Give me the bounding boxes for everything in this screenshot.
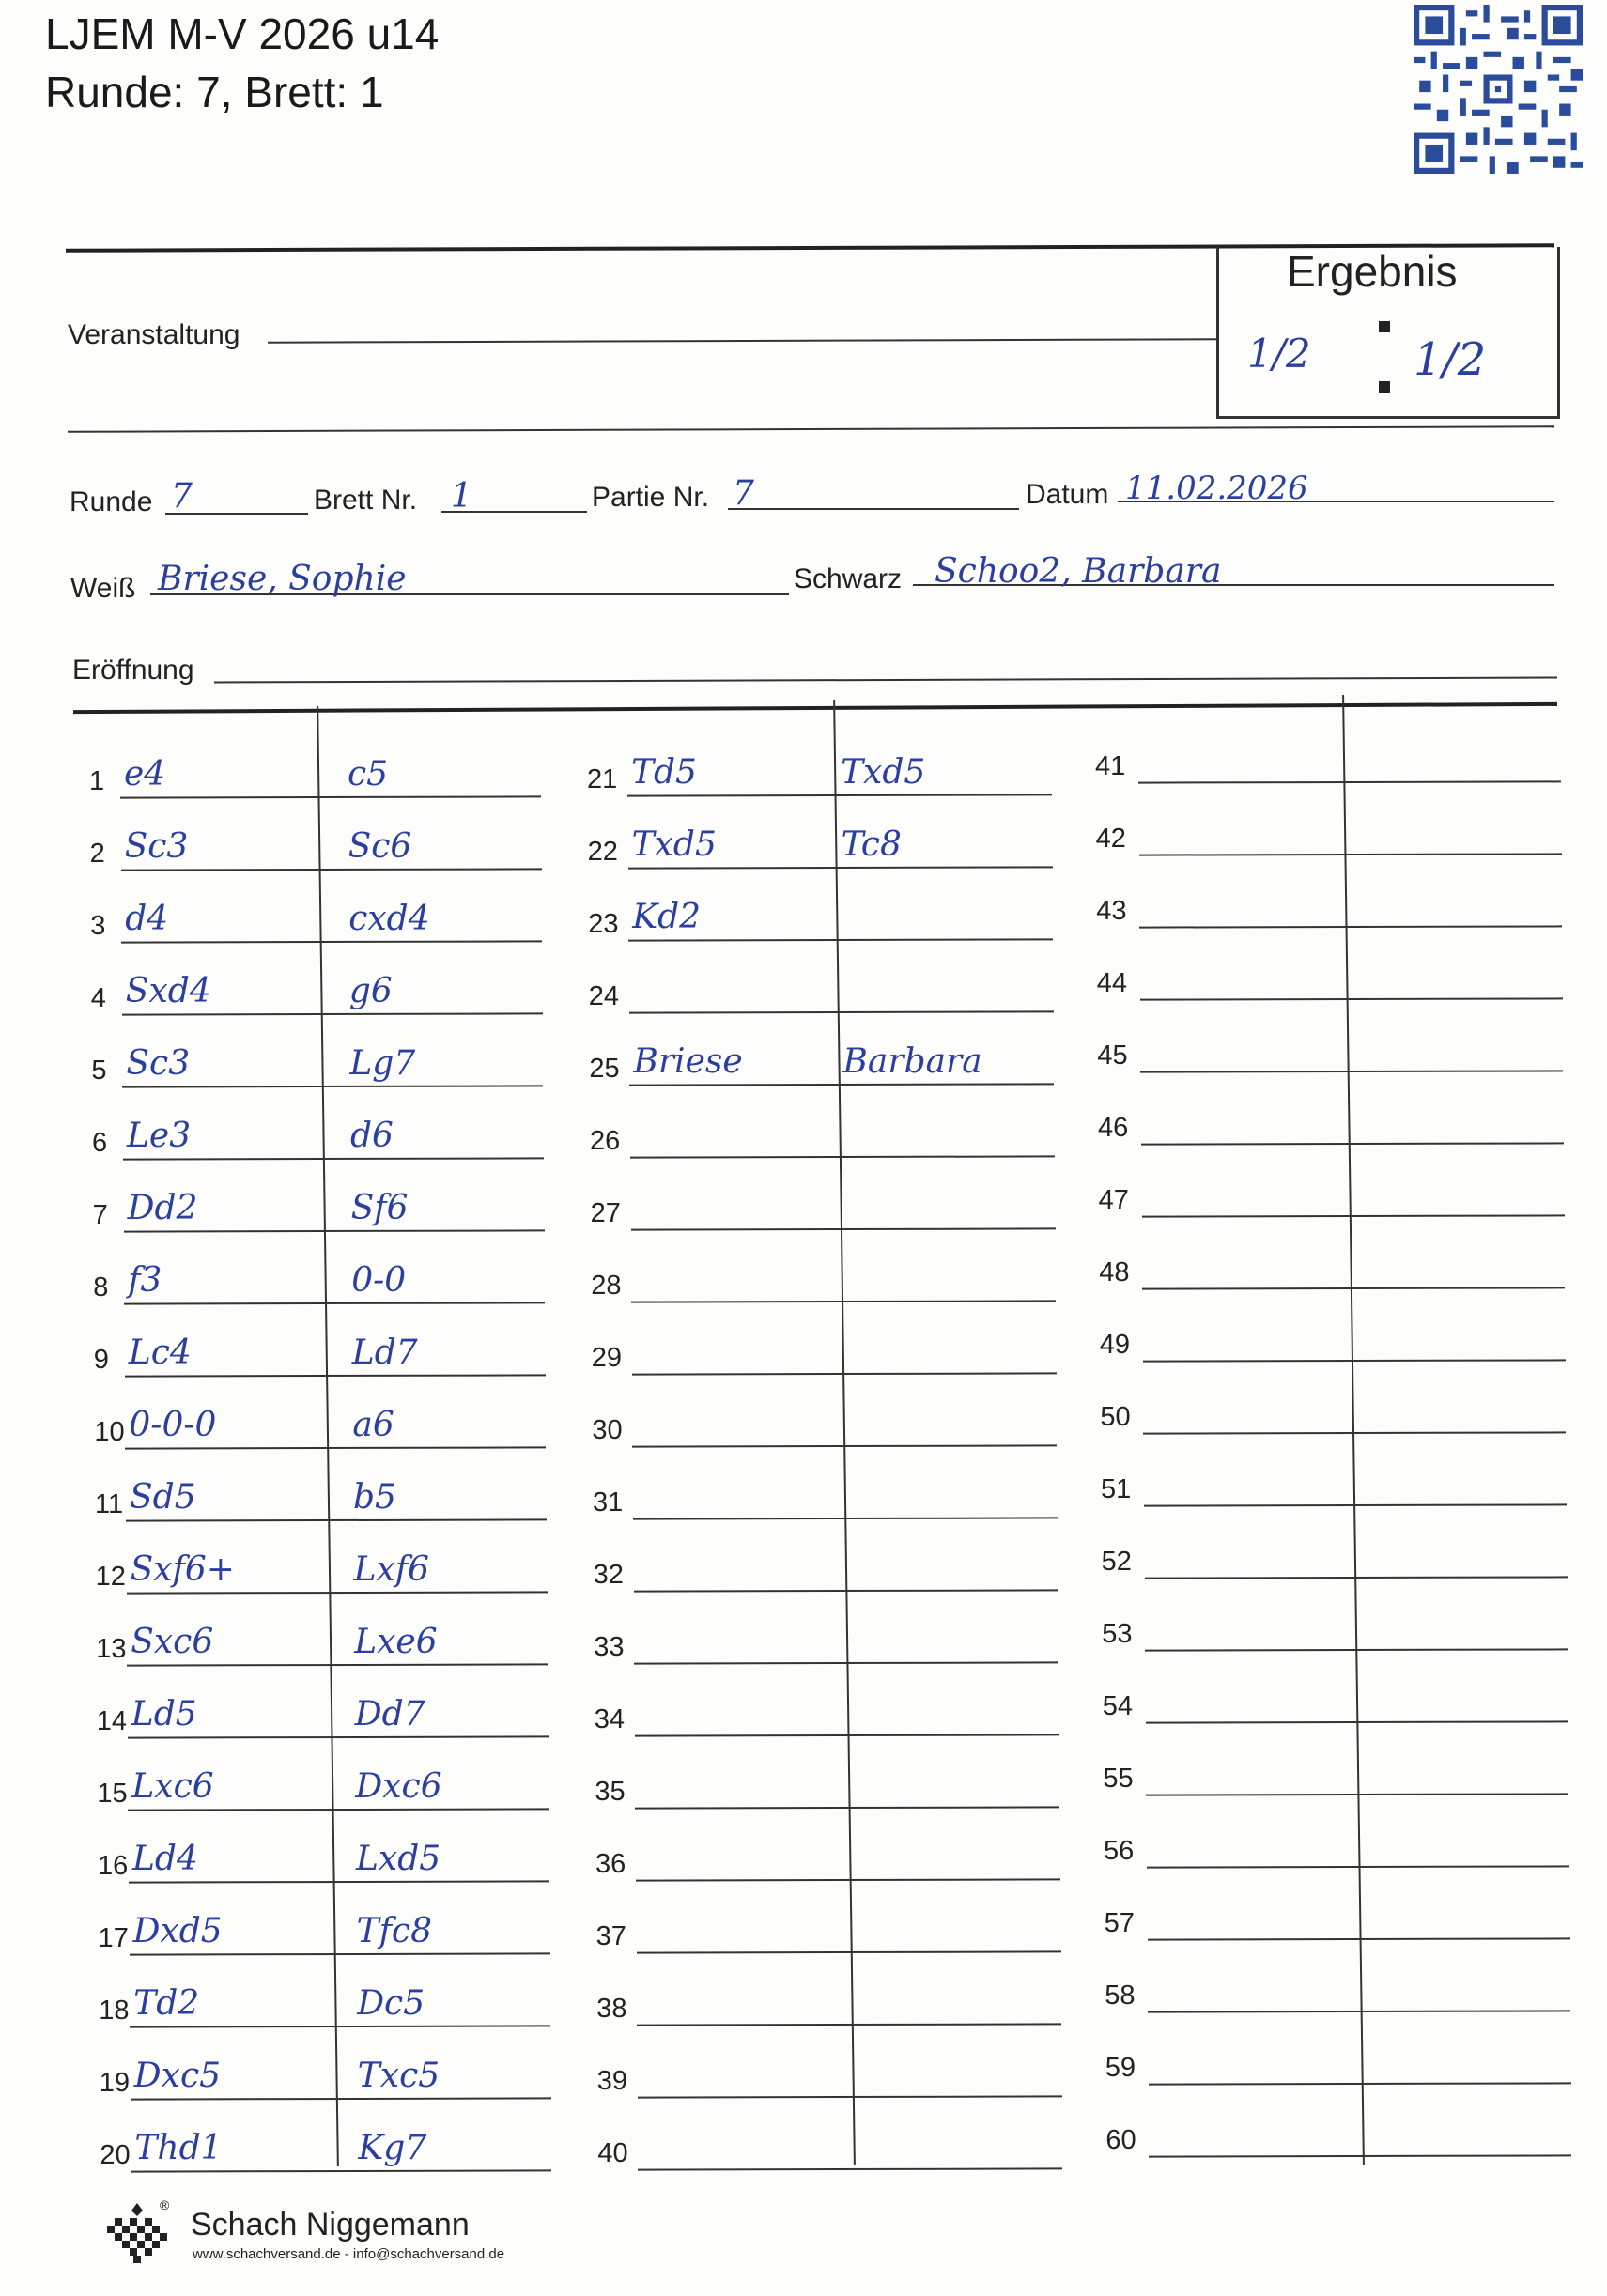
move-number: 29 — [591, 1343, 623, 1373]
black-move[interactable]: Lg7 — [349, 1044, 416, 1083]
move-row-line[interactable] — [628, 866, 1053, 869]
move-number: 10 — [94, 1417, 125, 1447]
white-move[interactable]: 0-0-0 — [129, 1406, 217, 1444]
move-row-line[interactable] — [637, 1950, 1061, 1953]
partie-value[interactable]: 7 — [733, 474, 754, 513]
move-number: 46 — [1098, 1113, 1129, 1143]
black-move[interactable]: cxd4 — [348, 900, 430, 938]
move-number: 11 — [95, 1489, 124, 1519]
black-move[interactable]: Lxe6 — [354, 1623, 438, 1661]
brett-value[interactable]: 1 — [451, 477, 472, 516]
white-move[interactable]: Kd2 — [632, 898, 702, 936]
move-number: 2 — [89, 839, 105, 869]
move-number: 56 — [1104, 1836, 1135, 1866]
runde-value[interactable]: 7 — [171, 477, 193, 516]
white-move[interactable]: d4 — [125, 900, 169, 938]
move-row-line[interactable] — [629, 1083, 1054, 1086]
veranstaltung-label: Veranstaltung — [68, 319, 240, 350]
move-number: 37 — [595, 1921, 626, 1951]
move-row-line[interactable] — [129, 1880, 549, 1883]
move-row-line[interactable] — [127, 1663, 548, 1666]
black-move[interactable]: Tfc8 — [356, 1912, 432, 1950]
move-number: 35 — [595, 1777, 626, 1807]
move-number: 28 — [591, 1271, 622, 1301]
moves-top-rule — [73, 702, 1557, 714]
move-number: 1 — [89, 766, 105, 796]
datum-label: Datum — [1026, 479, 1109, 510]
qr-code-icon — [1414, 5, 1583, 174]
move-row-line[interactable] — [130, 1952, 550, 1955]
white-move[interactable]: Td2 — [133, 1984, 200, 2023]
white-move[interactable]: Sc3 — [126, 1044, 191, 1083]
move-number: 49 — [1099, 1330, 1131, 1360]
move-row-line[interactable] — [1140, 1070, 1563, 1072]
black-move[interactable]: 0-0 — [351, 1261, 407, 1300]
move-number: 41 — [1095, 751, 1126, 781]
move-number: 6 — [92, 1128, 108, 1158]
move-number: 30 — [592, 1415, 623, 1445]
white-move[interactable]: Lxc6 — [131, 1767, 214, 1806]
move-number: 32 — [593, 1560, 624, 1590]
move-row-line[interactable] — [635, 1806, 1059, 1809]
move-number: 45 — [1097, 1040, 1128, 1071]
black-move[interactable]: Barbara — [842, 1042, 982, 1081]
move-row-line[interactable] — [629, 1010, 1054, 1013]
move-number: 48 — [1099, 1257, 1130, 1287]
move-row-line[interactable] — [131, 2169, 551, 2172]
runde-label: Runde — [70, 486, 153, 517]
move-row-line[interactable] — [1143, 1359, 1566, 1362]
move-number: 40 — [597, 2138, 628, 2168]
white-move[interactable]: e4 — [124, 755, 166, 794]
move-number: 55 — [1103, 1764, 1134, 1794]
move-number: 54 — [1102, 1691, 1134, 1721]
black-move[interactable]: Sc6 — [348, 827, 412, 866]
black-move[interactable]: Sf6 — [350, 1189, 409, 1227]
weiss-label: Weiß — [70, 573, 136, 604]
black-move[interactable]: c5 — [348, 755, 389, 794]
move-number: 47 — [1098, 1185, 1129, 1215]
white-move[interactable]: Sxf6+ — [130, 1550, 235, 1589]
move-number: 34 — [594, 1704, 626, 1734]
white-move[interactable]: Sd5 — [130, 1478, 196, 1517]
black-move[interactable]: Tc8 — [841, 825, 902, 864]
move-number: 19 — [99, 2068, 131, 2098]
move-number: 22 — [587, 837, 618, 867]
move-row-line[interactable] — [128, 1808, 549, 1811]
move-row-line[interactable] — [1149, 2082, 1571, 2085]
move-row-line[interactable] — [122, 1012, 543, 1015]
move-row-line[interactable] — [1149, 2154, 1571, 2157]
move-number: 8 — [93, 1272, 109, 1302]
move-row-line[interactable] — [120, 795, 541, 798]
move-number: 38 — [596, 1994, 627, 2024]
move-row-line[interactable] — [130, 2025, 550, 2027]
move-number: 59 — [1105, 2053, 1136, 2083]
move-number: 5 — [91, 1056, 107, 1086]
form-mid-rule — [68, 425, 1554, 433]
move-row-line[interactable] — [1141, 1142, 1564, 1145]
result-black[interactable]: 1/2 — [1414, 333, 1487, 386]
move-number: 36 — [595, 1849, 626, 1879]
move-number: 21 — [587, 764, 618, 794]
move-row-line[interactable] — [121, 940, 542, 943]
sheet-title: LJEM M-V 2026 u14 — [45, 9, 440, 58]
white-move[interactable]: Thd1 — [134, 2129, 223, 2167]
black-move[interactable]: d6 — [350, 1117, 394, 1155]
move-number: 25 — [589, 1054, 620, 1084]
white-move[interactable]: Lc4 — [128, 1333, 192, 1372]
move-number: 44 — [1096, 968, 1128, 998]
col1-divider — [317, 706, 339, 2166]
col2-divider — [833, 700, 856, 2165]
move-number: 52 — [1101, 1547, 1132, 1577]
move-number: 15 — [97, 1779, 128, 1809]
move-row-line[interactable] — [1143, 1431, 1566, 1434]
move-number: 39 — [596, 2066, 628, 2096]
brett-label: Brett Nr. — [314, 485, 418, 516]
black-move[interactable]: Dd7 — [354, 1695, 425, 1734]
partie-field[interactable] — [728, 508, 1019, 510]
move-row-line[interactable] — [637, 2023, 1061, 2026]
move-number: 53 — [1102, 1619, 1133, 1649]
move-number: 12 — [95, 1562, 126, 1592]
black-move[interactable]: Lxd5 — [356, 1840, 441, 1878]
move-row-line[interactable] — [630, 1155, 1055, 1158]
move-row-line[interactable] — [636, 1878, 1060, 1881]
move-number: 3 — [90, 911, 106, 941]
weiss-value[interactable]: Briese, Sophie — [158, 560, 407, 598]
move-row-line[interactable] — [1142, 1214, 1565, 1217]
move-row-line[interactable] — [1138, 780, 1561, 783]
black-move[interactable]: Dc5 — [357, 1984, 425, 2023]
black-move[interactable]: b5 — [353, 1478, 396, 1517]
footer-brand: Schach Niggemann — [191, 2207, 470, 2242]
white-move[interactable]: Dxd5 — [132, 1912, 223, 1950]
result-colon-bottom — [1379, 381, 1390, 393]
move-number: 4 — [90, 983, 106, 1013]
white-move[interactable]: Td5 — [631, 753, 697, 792]
move-number: 26 — [590, 1126, 621, 1156]
move-row-line[interactable] — [122, 1085, 543, 1087]
move-row-line[interactable] — [1140, 997, 1563, 1000]
move-row-line[interactable] — [1142, 1287, 1565, 1289]
result-colon-top — [1379, 321, 1390, 332]
white-move[interactable]: Dxc5 — [133, 2057, 222, 2095]
move-number: 51 — [1101, 1474, 1132, 1504]
move-number: 24 — [588, 981, 620, 1011]
move-number: 27 — [590, 1198, 621, 1228]
move-row-line[interactable] — [631, 1227, 1056, 1230]
move-number: 13 — [96, 1634, 127, 1664]
move-number: 17 — [98, 1923, 129, 1953]
move-row-line[interactable] — [124, 1229, 545, 1232]
move-number: 50 — [1100, 1402, 1131, 1432]
move-row-line[interactable] — [125, 1374, 546, 1377]
move-number: 23 — [588, 909, 619, 939]
move-number: 9 — [93, 1345, 109, 1375]
datum-value[interactable]: 11.02.2026 — [1125, 470, 1308, 507]
move-row-line[interactable] — [125, 1446, 546, 1449]
move-row-line[interactable] — [128, 1735, 549, 1738]
black-move[interactable]: Dxc6 — [355, 1767, 442, 1806]
move-number: 14 — [96, 1706, 128, 1736]
black-move[interactable]: Txc5 — [357, 2057, 440, 2095]
move-row-line[interactable] — [1139, 853, 1562, 855]
move-number: 18 — [99, 1996, 130, 2026]
sheet-subtitle: Runde: 7, Brett: 1 — [45, 68, 384, 116]
move-row-line[interactable] — [638, 2167, 1062, 2170]
white-move[interactable]: Dd2 — [127, 1189, 198, 1227]
white-move[interactable]: Ld5 — [131, 1695, 197, 1734]
move-row-line[interactable] — [1139, 925, 1562, 928]
black-move[interactable]: g6 — [348, 972, 393, 1010]
result-white[interactable]: 1/2 — [1247, 331, 1311, 377]
white-move[interactable]: Ld4 — [132, 1840, 198, 1878]
black-move[interactable]: a6 — [352, 1406, 394, 1444]
eroeffnung-field[interactable] — [214, 677, 1557, 684]
move-number: 20 — [100, 2140, 131, 2170]
move-row-line[interactable] — [126, 1518, 547, 1521]
veranstaltung-field[interactable] — [268, 338, 1216, 344]
schwarz-value[interactable]: Schoo2, Barbara — [935, 552, 1222, 591]
move-row-line[interactable] — [131, 2097, 551, 2100]
move-number: 43 — [1096, 896, 1127, 926]
black-move[interactable]: Kg7 — [358, 2129, 427, 2167]
move-number: 58 — [1105, 1980, 1136, 2011]
move-row-line[interactable] — [631, 1300, 1056, 1302]
white-move[interactable]: Briese — [633, 1042, 743, 1081]
registered-mark: ® — [160, 2197, 170, 2212]
move-number: 57 — [1104, 1908, 1135, 1938]
eroeffnung-label: Eröffnung — [72, 655, 194, 686]
move-number: 42 — [1095, 824, 1126, 854]
white-move[interactable]: Le3 — [127, 1117, 192, 1155]
move-number: 16 — [98, 1851, 129, 1881]
footer-contact[interactable]: www.schachversand.de - info@schachversand.de — [193, 2246, 505, 2262]
partie-label: Partie Nr. — [592, 482, 710, 513]
move-row-line[interactable] — [127, 1591, 548, 1594]
move-row-line[interactable] — [627, 794, 1052, 796]
black-move[interactable]: Ld7 — [351, 1333, 418, 1372]
ergebnis-label: Ergebnis — [1287, 247, 1458, 296]
move-number: 31 — [593, 1487, 624, 1518]
move-number: 33 — [594, 1632, 625, 1662]
white-move[interactable]: Sxd4 — [125, 972, 211, 1010]
move-row-line[interactable] — [124, 1302, 545, 1304]
move-row-line[interactable] — [628, 938, 1053, 941]
move-number: 7 — [92, 1200, 108, 1230]
black-move[interactable]: Lxf6 — [353, 1550, 430, 1589]
move-row-line[interactable] — [121, 868, 542, 871]
white-move[interactable]: Sc3 — [124, 827, 189, 866]
col3-divider — [1342, 695, 1365, 2165]
white-move[interactable]: f3 — [128, 1261, 162, 1300]
white-move[interactable]: Txd5 — [631, 825, 717, 864]
move-row-line[interactable] — [638, 2095, 1062, 2098]
move-row-line[interactable] — [1148, 2010, 1570, 2012]
white-move[interactable]: Sxc6 — [131, 1623, 214, 1661]
schwarz-label: Schwarz — [794, 563, 903, 594]
move-number: 60 — [1105, 2125, 1136, 2155]
move-row-line[interactable] — [123, 1157, 544, 1160]
black-move[interactable]: Txd5 — [841, 753, 926, 792]
